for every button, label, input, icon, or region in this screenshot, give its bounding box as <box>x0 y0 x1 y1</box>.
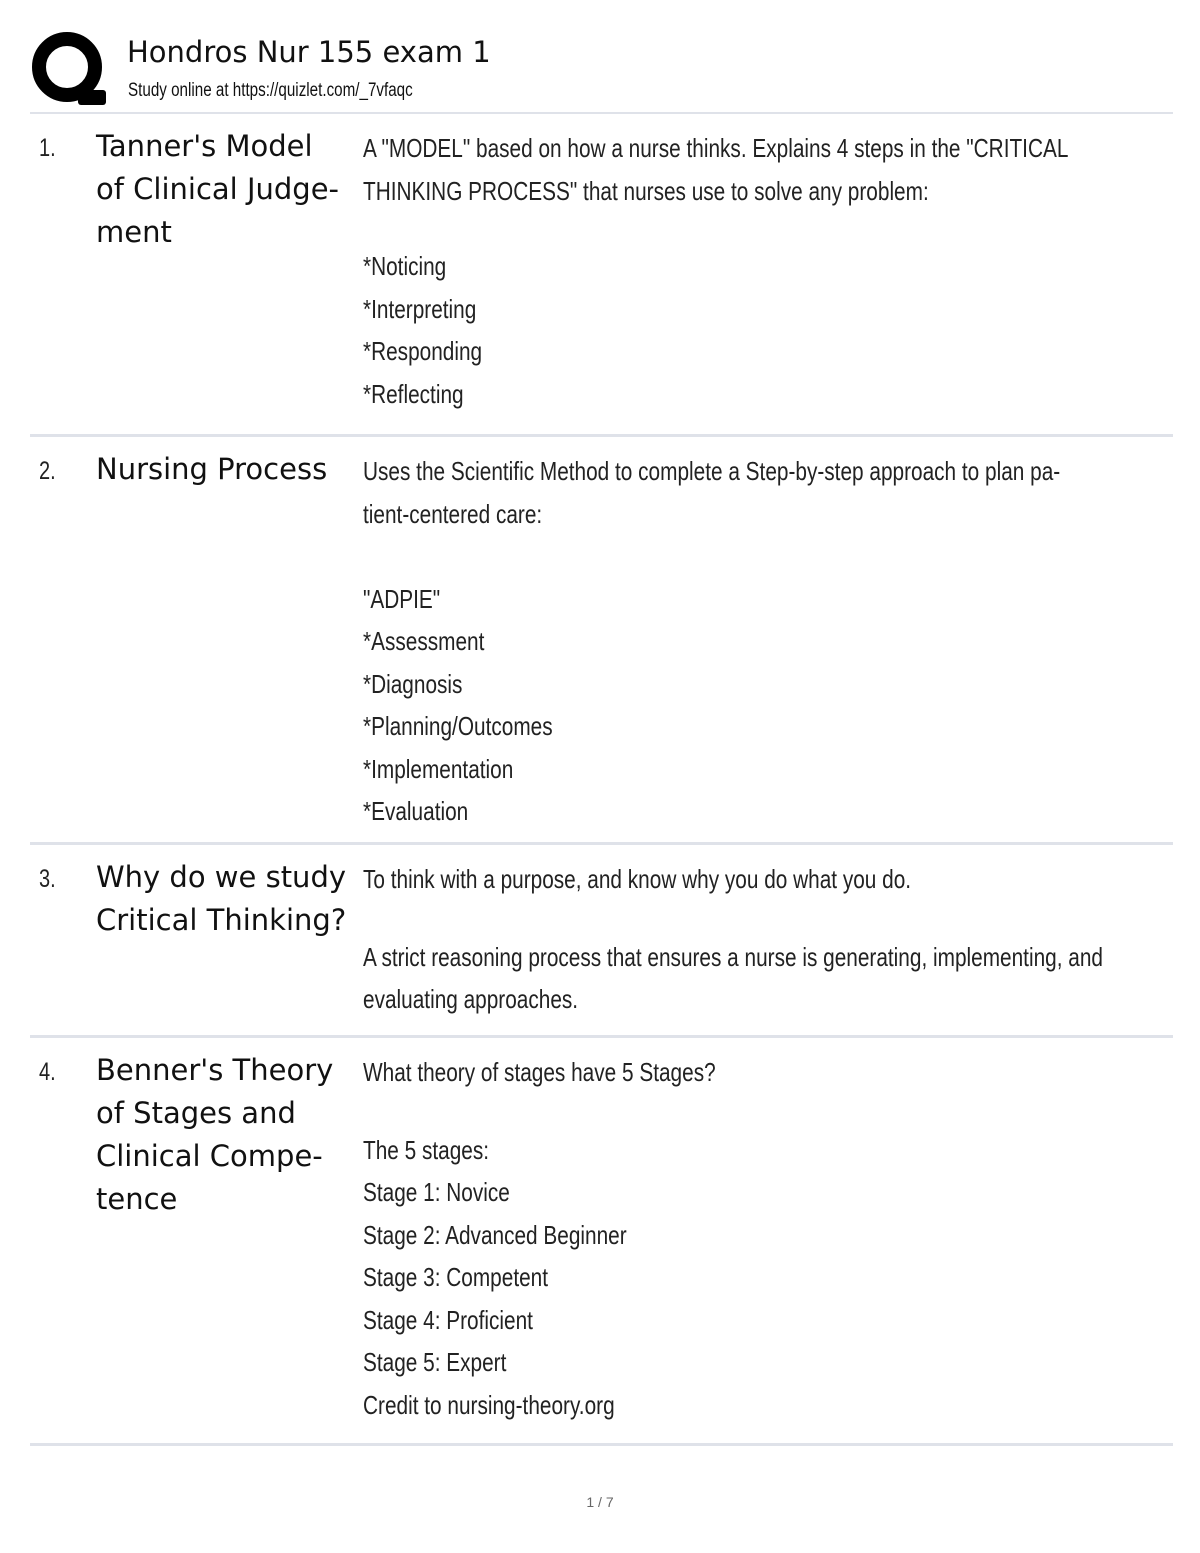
definition-line: Stage 2: Advanced Beginner <box>363 1219 627 1250</box>
flashcard-1 <box>30 114 1173 437</box>
flashcard-3 <box>30 845 1173 1038</box>
card-definition <box>363 1051 1163 1426</box>
definition-line: *Diagnosis <box>363 668 463 699</box>
quizlet-logo-icon <box>30 30 108 108</box>
definition-line: Stage 5: Expert <box>363 1347 507 1377</box>
definition-line: A "MODEL" based on how a nurse thinks. Explains 4 steps in the "CRITICAL <box>363 133 1069 163</box>
definition-line: *Reflecting <box>363 378 464 409</box>
definition-line: *Evaluation <box>363 796 469 826</box>
study-online-link[interactable]: Study online at https://quizlet.com/_7vfaqc <box>128 80 413 101</box>
definition-line: "ADPIE" <box>363 583 441 614</box>
definition-line: The 5 stages: <box>363 1134 490 1165</box>
term-line: Critical Thinking? <box>96 903 347 937</box>
definition-line: Uses the Scientific Method to complete a Step-by-step approach to plan pa- <box>363 456 1061 486</box>
card-number: 4. <box>39 1058 56 1086</box>
term-line: Clinical Compe- <box>96 1139 323 1173</box>
card-definition <box>363 450 1163 833</box>
definition-line: Stage 4: Proficient <box>363 1304 533 1335</box>
definition-blank-line <box>363 212 1163 245</box>
term-line: Tanner's Model <box>96 129 313 163</box>
definition-blank-line <box>363 1094 1163 1129</box>
card-definition <box>363 127 1163 415</box>
page-number: 1 / 7 <box>586 1494 614 1510</box>
term-line: Why do we study <box>96 860 347 894</box>
definition-line: Credit to nursing-theory.org <box>363 1389 615 1420</box>
card-number: 1. <box>39 134 56 162</box>
definition-line: To think with a purpose, and know why you do what you do. <box>363 864 912 894</box>
term-line: of Clinical Judge- <box>96 172 340 206</box>
term-line: Benner's Theory <box>96 1053 334 1087</box>
definition-line: *Assessment <box>363 626 485 656</box>
definition-blank-line <box>363 901 1163 936</box>
definition-line: THINKING PROCESS" that nurses use to solve any problem: <box>363 175 929 206</box>
document-title: Hondros Nur 155 exam 1 <box>127 35 491 69</box>
definition-line: tient-centered care: <box>363 498 543 529</box>
card-term <box>96 856 358 942</box>
card-term <box>96 1049 358 1221</box>
definition-line: *Implementation <box>363 753 514 784</box>
card-number: 3. <box>39 865 56 893</box>
card-term <box>96 125 358 254</box>
term-line: ment <box>96 215 172 249</box>
definition-line: Stage 3: Competent <box>363 1262 549 1292</box>
definition-line: evaluating approaches. <box>363 984 579 1014</box>
card-definition <box>363 858 1163 1021</box>
flashcard-2 <box>30 437 1173 845</box>
definition-line: *Interpreting <box>363 293 477 324</box>
definition-line: A strict reasoning process that ensures a nurse is generating, implementing, and <box>363 941 1103 972</box>
definition-line: *Planning/Outcomes <box>363 711 553 741</box>
page-header <box>30 30 1173 110</box>
definition-blank-line <box>363 535 1163 578</box>
term-line: Nursing Process <box>96 452 328 486</box>
definition-line: What theory of stages have 5 Stages? <box>363 1057 716 1087</box>
card-number: 2. <box>39 457 56 485</box>
definition-line: Stage 1: Novice <box>363 1177 510 1207</box>
card-term <box>96 448 358 491</box>
term-line: tence <box>96 1182 178 1216</box>
definition-line: *Noticing <box>363 251 447 281</box>
definition-line: *Responding <box>363 336 483 366</box>
term-line: of Stages and <box>96 1096 296 1130</box>
flashcard-4 <box>30 1038 1173 1446</box>
